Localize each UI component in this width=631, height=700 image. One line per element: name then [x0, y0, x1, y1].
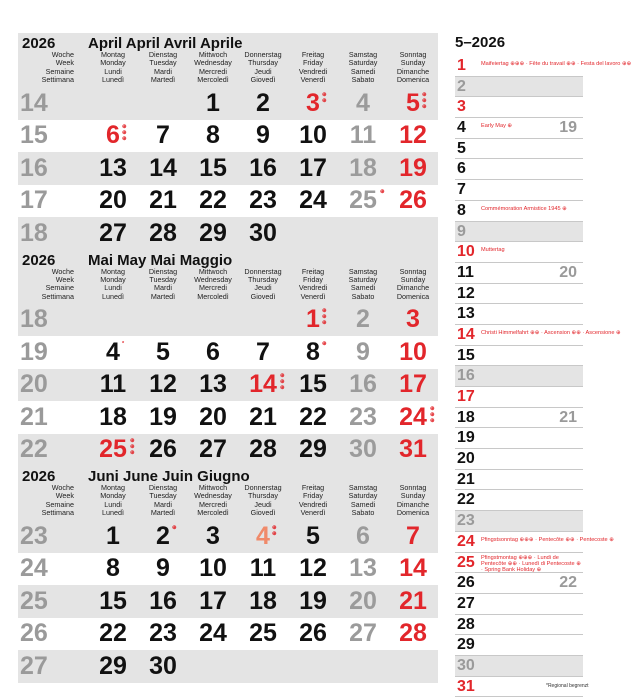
day-cell: 21	[149, 186, 177, 215]
day-cell: 15	[299, 370, 327, 399]
side-day-row	[455, 346, 583, 367]
day-cell: 27	[349, 619, 377, 648]
day-cell: 9	[256, 121, 270, 150]
month-title: April April Avril Aprile	[88, 35, 243, 52]
month-header	[18, 466, 438, 520]
day-cell: 26	[149, 435, 177, 464]
weekday-label: Montag Monday Lundi Lunedì	[100, 483, 126, 518]
side-day-row	[455, 635, 583, 656]
day-cell: 10	[299, 121, 327, 150]
week-number: 19	[20, 337, 48, 366]
holiday-marker-icon: ⊕ ⊕ ⊕	[122, 124, 127, 143]
weekday-label: Mittwoch Wednesday Mercredi Mercoledì	[194, 266, 232, 301]
day-cell: 28	[149, 218, 177, 247]
side-day-row	[455, 594, 583, 615]
weekday-label: Mittwoch Wednesday Mercredi Mercoledì	[194, 483, 232, 518]
side-day-number: 30	[457, 656, 475, 674]
day-cell: 22	[299, 402, 327, 431]
weekday-label: Freitag Friday Vendredi Venerdì	[298, 50, 328, 85]
day-cell: 4 ⊕ ⊕	[256, 521, 277, 550]
day-cell: 24	[199, 619, 227, 648]
week-row	[18, 618, 438, 651]
day-cell: 6	[356, 521, 370, 550]
day-cell: 4 *	[106, 337, 125, 366]
side-day-row	[455, 656, 583, 677]
day-cell: 29	[299, 435, 327, 464]
side-day-row	[455, 284, 583, 305]
side-day-row	[455, 615, 583, 636]
day-cell: 30	[249, 218, 277, 247]
side-day-number: 31	[457, 677, 475, 695]
side-day-number: 7	[457, 181, 466, 199]
day-cell: 19	[149, 402, 177, 431]
day-cell: 11	[249, 554, 277, 583]
month-title: Juni June Juin Giugno	[88, 468, 250, 485]
day-cell: 30	[149, 651, 177, 680]
day-cell: 23	[349, 402, 377, 431]
week-number: 17	[20, 186, 48, 215]
day-cell: 12	[399, 121, 427, 150]
side-day-number: 5	[457, 139, 466, 157]
week-column-label: Woche Week Semaine Settimana	[41, 266, 74, 301]
day-cell: 8 ⊕	[306, 337, 327, 366]
month-year: 2026	[22, 468, 56, 485]
side-day-note: Commémoration Armistice 1945 ⊕	[481, 205, 567, 212]
weekday-label: Freitag Friday Vendredi Venerdì	[298, 483, 328, 518]
side-day-row	[455, 470, 583, 491]
side-day-row	[455, 573, 583, 594]
day-cell: 7	[406, 521, 420, 550]
week-number: 18	[20, 218, 48, 247]
holiday-marker-icon: ⊕	[322, 340, 327, 347]
side-day-number: 29	[457, 636, 475, 654]
side-day-note: Pfingstmontag ⊕⊕⊕ · Lundi de Pentecôte ⊕⊕ · Lunedì di Pentecoste ⊕ · Spring Bank Holiday ⊕	[481, 554, 581, 573]
holiday-marker-icon: ⊕ ⊕	[272, 524, 277, 537]
side-day-number: 21	[457, 470, 475, 488]
weekday-label: Freitag Friday Vendredi Venerdì	[298, 266, 328, 301]
day-cell: 3	[206, 521, 220, 550]
weekday-label: Montag Monday Lundi Lunedì	[100, 50, 126, 85]
side-day-number: 23	[457, 512, 475, 530]
day-cell: 5	[156, 337, 170, 366]
side-day-row	[455, 366, 583, 387]
day-cell: 22	[99, 619, 127, 648]
weekday-label: Dienstag Tuesday Mardi Martedì	[148, 50, 178, 85]
day-cell: 14	[399, 554, 427, 583]
day-cell: 17	[299, 153, 327, 182]
day-cell: 19	[299, 586, 327, 615]
day-cell: 12	[299, 554, 327, 583]
weekday-label: Donnerstag Thursday Jeudi Giovedì	[244, 483, 282, 518]
week-number: 25	[20, 586, 48, 615]
side-day-number: 1	[457, 57, 466, 74]
week-number: 24	[20, 554, 48, 583]
day-cell: 11	[349, 121, 377, 150]
side-day-number: 27	[457, 594, 475, 612]
day-cell: 27	[99, 218, 127, 247]
month-title: Mai May Mai Maggio	[88, 251, 233, 269]
side-day-number: 22	[457, 491, 475, 509]
side-day-row	[455, 180, 583, 201]
month-grids	[18, 33, 438, 683]
day-cell: 3	[406, 305, 420, 334]
week-row	[18, 434, 438, 467]
week-number: 21	[20, 402, 48, 431]
side-day-number: 3	[457, 98, 466, 116]
day-cell: 18	[349, 153, 377, 182]
side-day-number: 11	[457, 263, 474, 281]
day-cell: 7	[156, 121, 170, 150]
side-week-number: 21	[559, 408, 577, 426]
day-cell: 13	[349, 554, 377, 583]
side-day-row	[455, 242, 583, 263]
day-cell: 24 ⊕ ⊕ ⊕	[399, 402, 435, 431]
day-cell: 9	[156, 554, 170, 583]
week-row	[18, 304, 438, 337]
side-day-row	[455, 222, 583, 243]
day-cell: 26	[399, 186, 427, 215]
day-cell: 22	[199, 186, 227, 215]
holiday-marker-icon: ⊕ ⊕	[322, 91, 327, 104]
week-row	[18, 87, 438, 120]
holiday-marker-icon: ⊕	[172, 524, 177, 531]
week-number: 18	[20, 305, 48, 334]
day-cell: 20	[99, 186, 127, 215]
day-cell: 17	[399, 370, 427, 399]
day-cell: 26	[299, 619, 327, 648]
day-cell: 10	[399, 337, 427, 366]
week-column-label: Woche Week Semaine Settimana	[41, 483, 74, 518]
day-cell: 7	[256, 337, 270, 366]
holiday-marker-icon: ⊕	[380, 189, 385, 196]
week-number: 14	[20, 88, 48, 117]
day-cell: 25 ⊕	[349, 186, 385, 215]
week-number: 22	[20, 435, 48, 464]
holiday-marker-icon: ⊕ ⊕ ⊕	[422, 91, 427, 110]
side-day-number: 10	[457, 243, 475, 261]
side-day-note: Early May ⊕	[481, 123, 513, 130]
weekday-label: Sonntag Sunday Dimanche Domenica	[396, 483, 430, 518]
side-day-row	[455, 304, 583, 325]
day-cell: 9	[356, 337, 370, 366]
week-row	[18, 369, 438, 402]
side-week-number: 22	[559, 574, 577, 592]
day-cell: 1	[206, 88, 220, 117]
month-year: 2026	[22, 251, 56, 269]
side-day-number: 28	[457, 615, 475, 633]
day-cell: 20	[349, 586, 377, 615]
holiday-marker-icon: ⊕ ⊕ ⊕	[130, 438, 135, 457]
side-day-number: 18	[457, 408, 475, 426]
day-cell: 20	[199, 402, 227, 431]
side-day-row	[455, 263, 583, 284]
day-cell: 5 ⊕ ⊕ ⊕	[406, 88, 427, 117]
side-day-row	[455, 532, 614, 553]
day-cell: 13	[199, 370, 227, 399]
holiday-marker-icon: ⊕ ⊕ ⊕	[280, 373, 285, 392]
weekday-label: Sonntag Sunday Dimanche Domenica	[396, 50, 430, 85]
side-day-number: 13	[457, 305, 475, 323]
day-cell: 2	[356, 305, 370, 334]
weekday-label: Montag Monday Lundi Lunedì	[100, 266, 126, 301]
week-row	[18, 401, 438, 434]
weekday-label: Samstag Saturday Samedi Sabato	[348, 266, 378, 301]
side-day-number: 19	[457, 429, 475, 447]
week-number: 16	[20, 153, 48, 182]
week-row	[18, 217, 438, 250]
side-day-number: 24	[457, 532, 475, 550]
week-number: 23	[20, 521, 48, 550]
side-day-row	[455, 118, 583, 139]
side-day-number: 8	[457, 201, 466, 219]
day-cell: 29	[99, 651, 127, 680]
side-day-row	[455, 56, 631, 77]
month-year: 2026	[22, 35, 56, 52]
side-day-number: 12	[457, 284, 475, 302]
week-column-label: Woche Week Semaine Settimana	[41, 50, 74, 85]
side-day-row	[455, 490, 583, 511]
week-row	[18, 553, 438, 586]
day-cell: 2	[256, 88, 270, 117]
day-cell: 19	[399, 153, 427, 182]
side-day-number: 9	[457, 222, 466, 240]
month-header	[18, 250, 438, 304]
day-cell: 8	[206, 121, 220, 150]
week-number: 27	[20, 651, 48, 680]
side-day-number: 16	[457, 367, 475, 385]
side-day-note: Christi Himmelfahrt ⊕⊕ · Ascension ⊕⊕ · Ascensione ⊕	[481, 329, 621, 336]
day-cell: 21	[249, 402, 277, 431]
side-day-row	[455, 449, 583, 470]
side-day-row	[455, 428, 583, 449]
week-row	[18, 152, 438, 185]
side-day-row	[455, 387, 583, 408]
day-cell: 29	[199, 218, 227, 247]
day-cell: 10	[199, 554, 227, 583]
side-day-row	[455, 201, 583, 222]
side-day-row	[455, 408, 583, 429]
side-week-number: 19	[559, 119, 577, 137]
side-day-number: 20	[457, 450, 475, 468]
week-number: 20	[20, 370, 48, 399]
side-day-note: Muttertag	[481, 247, 505, 254]
day-cell: 17	[199, 586, 227, 615]
week-row	[18, 120, 438, 153]
day-cell: 1 ⊕ ⊕ ⊕	[306, 305, 327, 334]
side-day-row	[455, 159, 583, 180]
weekday-label: Dienstag Tuesday Mardi Martedì	[148, 483, 178, 518]
day-cell: 3 ⊕ ⊕	[306, 88, 327, 117]
side-day-number: 15	[457, 346, 475, 364]
side-day-row	[455, 511, 583, 532]
weekday-label: Samstag Saturday Samedi Sabato	[348, 50, 378, 85]
week-row	[18, 650, 438, 683]
holiday-marker-icon: ⊕ ⊕ ⊕	[322, 308, 327, 327]
day-cell: 27	[199, 435, 227, 464]
month-header	[18, 33, 438, 87]
day-cell: 5	[306, 521, 320, 550]
side-day-number: 26	[457, 574, 475, 592]
side-day-number: 17	[457, 388, 475, 405]
day-cell: 6	[206, 337, 220, 366]
day-cell: 11	[99, 370, 127, 399]
side-day-number: 4	[457, 119, 466, 137]
day-cell: 21	[399, 586, 427, 615]
weekday-label: Donnerstag Thursday Jeudi Giovedì	[244, 266, 282, 301]
day-cell: 28	[399, 619, 427, 648]
side-day-row	[455, 553, 583, 574]
day-cell: 1	[106, 521, 120, 550]
week-row	[18, 185, 438, 218]
side-month-list	[455, 33, 631, 697]
week-row	[18, 336, 438, 369]
side-day-row	[455, 97, 583, 118]
weekday-label: Sonntag Sunday Dimanche Domenica	[396, 266, 430, 301]
side-day-number: 6	[457, 160, 466, 178]
weekday-label: Mittwoch Wednesday Mercredi Mercoledì	[194, 50, 232, 85]
day-cell: 2 ⊕	[156, 521, 177, 550]
day-cell: 15	[99, 586, 127, 615]
day-cell: 16	[349, 370, 377, 399]
day-cell: 4	[356, 88, 370, 117]
day-cell: 12	[149, 370, 177, 399]
day-cell: 30	[349, 435, 377, 464]
weekday-label: Samstag Saturday Samedi Sabato	[348, 483, 378, 518]
day-cell: 28	[249, 435, 277, 464]
side-day-row	[455, 325, 621, 346]
day-cell: 6 ⊕ ⊕ ⊕	[106, 121, 127, 150]
side-day-note: Pfingstsonntag ⊕⊕⊕ · Pentecôte ⊕⊕ · Pentecoste ⊕	[481, 536, 614, 543]
holiday-marker-icon: *	[122, 340, 125, 347]
side-title: 5–2026	[455, 34, 506, 51]
day-cell: 23	[149, 619, 177, 648]
month-block	[18, 33, 438, 250]
day-cell: 18	[249, 586, 277, 615]
footnote: *Regional begrenzt	[546, 683, 589, 689]
day-cell: 16	[249, 153, 277, 182]
side-day-number: 2	[457, 77, 466, 95]
day-cell: 15	[199, 153, 227, 182]
day-cell: 16	[149, 586, 177, 615]
side-day-row	[455, 139, 583, 160]
day-cell: 8	[106, 554, 120, 583]
weekday-label: Dienstag Tuesday Mardi Martedì	[148, 266, 178, 301]
day-cell: 25	[249, 619, 277, 648]
week-row	[18, 585, 438, 618]
side-day-note: Maifeiertag ⊕⊕⊕ · Fête du travail ⊕⊕ · Festa del lavoro ⊕⊕	[481, 61, 631, 67]
holiday-marker-icon: ⊕ ⊕ ⊕	[430, 405, 435, 424]
weekday-label: Donnerstag Thursday Jeudi Giovedì	[244, 50, 282, 85]
week-row	[18, 520, 438, 553]
day-cell: 18	[99, 402, 127, 431]
month-block	[18, 466, 438, 683]
day-cell: 14 ⊕ ⊕ ⊕	[249, 370, 285, 399]
week-number: 26	[20, 619, 48, 648]
day-cell: 13	[99, 153, 127, 182]
month-block	[18, 250, 438, 467]
day-cell: 31	[399, 435, 427, 464]
side-day-number: 25	[457, 553, 475, 571]
side-day-row	[455, 77, 583, 98]
week-number: 15	[20, 121, 48, 150]
day-cell: 25 ⊕ ⊕ ⊕	[99, 435, 135, 464]
side-week-number: 20	[559, 263, 577, 281]
side-day-number: 14	[457, 325, 475, 343]
day-cell: 14	[149, 153, 177, 182]
day-cell: 23	[249, 186, 277, 215]
day-cell: 24	[299, 186, 327, 215]
